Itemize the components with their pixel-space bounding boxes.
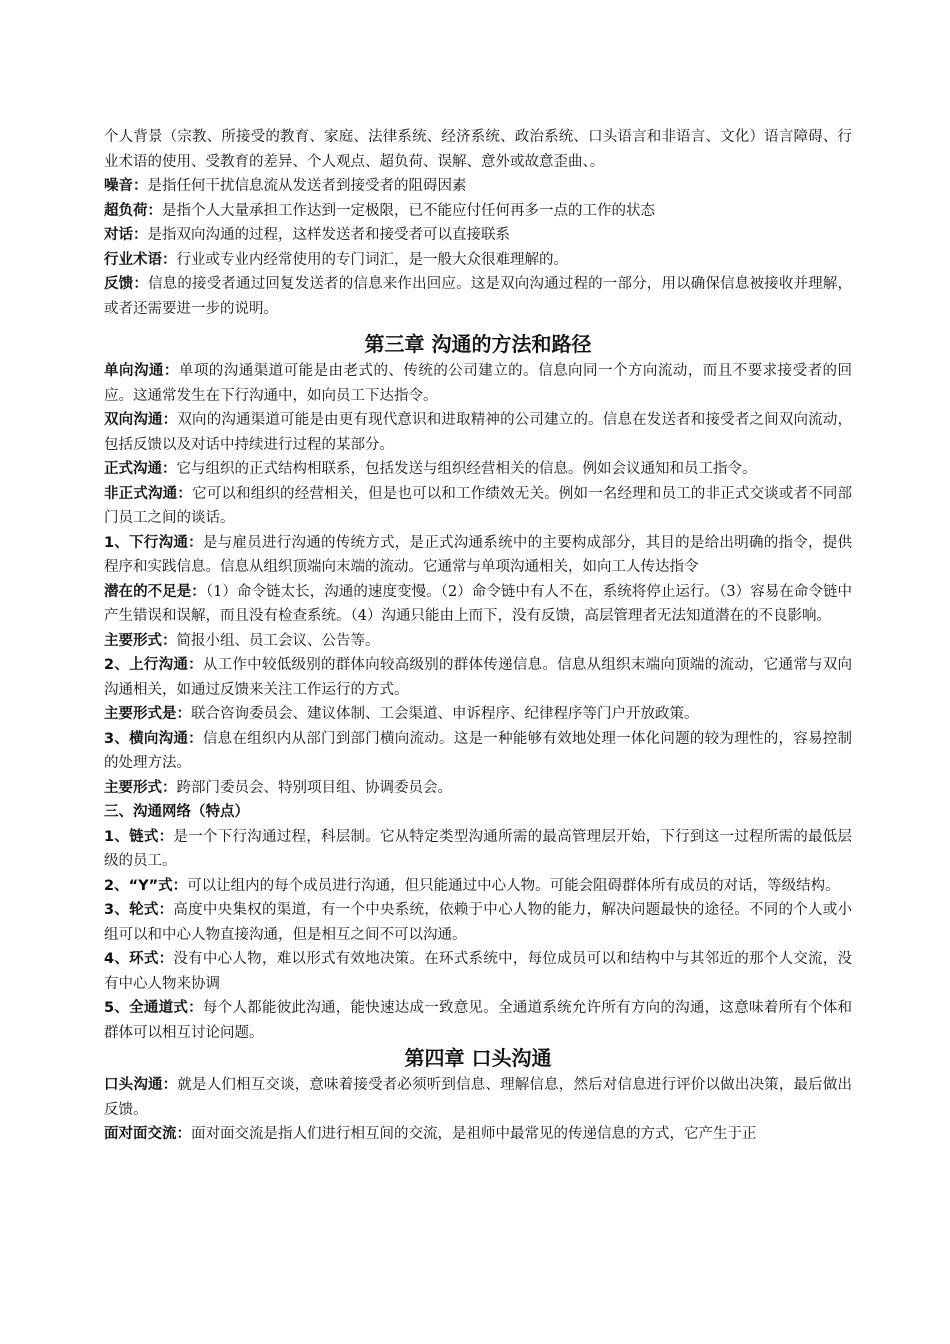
- paragraph: [104, 248, 852, 273]
- term-label: 正式沟通：: [104, 461, 177, 477]
- chapter-3-body: [104, 359, 852, 1045]
- term-label: 双向沟通：: [104, 412, 178, 428]
- term-label: 口头沟通：: [104, 1077, 178, 1093]
- term-label: 5、全通道式：: [104, 1000, 203, 1016]
- term-label: 主要形式：: [104, 779, 177, 796]
- paragraph-text: 没有中心人物，难以形式有效地决策。在环式系统中，每位成员可以和结构中与其邻近的那个人交流，没有中心人物来协调: [104, 951, 853, 992]
- paragraph-text: 从工作中较低级别的群体向较高级别的群体传递信息。信息从组织末端向顶端的流动，它通常与双向沟通相关，如通过反馈来关注工作运行的方式。: [104, 657, 853, 698]
- paragraph-text: 是指个人大量承担工作达到一定极限，已不能应付任何再多一点的工作的状态: [162, 202, 655, 219]
- paragraph-text: 双向的沟通渠道可能是由更有现代意识和进取精神的公司建立的。信息在发送者和接受者之间双向流动，包括反馈以及对话中持续进行过程的某部分。: [104, 412, 853, 453]
- term-label: 行业术语：: [104, 251, 177, 268]
- paragraph-text: 单项的沟通渠道可能是由老式的、传统的公司建立的。信息向同一个方向流动，而且不要求接受者的回应。这通常发生在下行沟通中，如向员工下达指令。: [104, 363, 853, 404]
- paragraph-text: 简报小组、员工会议、公告等。: [176, 632, 380, 649]
- paragraph-text: 面对面交流是指人们进行相互间的交流，是祖师中最常见的传递信息的方式，它产生于正: [191, 1126, 757, 1142]
- paragraph: [104, 825, 852, 874]
- paragraph-text: 它可以和组织的经营相关，但是也可以和工作绩效无关。例如一名经理和员工的非正式交谈或者不同部门员工之间的谈话。: [104, 485, 853, 526]
- paragraph-text: 跨部门委员会、特别项目组、协调委员会。: [176, 779, 452, 796]
- term-label: 主要形式是：: [104, 706, 191, 722]
- term-label: 三、沟通网络（特点）: [104, 804, 249, 820]
- paragraph: [104, 174, 852, 199]
- chapter-4-title: 第四章 口头沟通: [404, 1046, 552, 1070]
- term-label: 超负荷：: [104, 202, 162, 219]
- paragraph-text: 高度中央集权的渠道，有一个中央系统，依赖于中心人物的能力，解决问题最快的途径。不同的个人或小组可以和中心人物直接沟通，但是相互之间不可以沟通。: [104, 902, 853, 943]
- paragraph-text: 就是人们相互交谈，意味着接受者必须听到信息、理解信息，然后对信息进行评价以做出决策，最后做出反馈。: [104, 1077, 853, 1118]
- paragraph: [104, 800, 852, 825]
- paragraph-text: 可以让组内的每个成员进行沟通，但只能通过中心人物。可能会阻碍群体所有成员的对话，等级结构。: [187, 877, 840, 894]
- term-label: 1、下行沟通：: [104, 534, 203, 551]
- paragraph: [104, 947, 852, 996]
- term-label: 主要形式：: [104, 632, 177, 649]
- paragraph-text: 行业或专业内经常使用的专门词汇，是一般大众很难理解的。: [176, 251, 568, 268]
- paragraph-text: 每个人都能彼此沟通，能快速达成一致意见。全通道系统允许所有方向的沟通，这意味着所有个体和群体可以相互讨论问题。: [104, 1000, 853, 1041]
- chapter-4-body: [104, 1073, 852, 1147]
- paragraph: [104, 272, 852, 321]
- term-label: 非正式沟通：: [104, 485, 193, 502]
- paragraph: [104, 199, 852, 224]
- paragraph: [104, 1122, 852, 1147]
- paragraph: [104, 653, 852, 702]
- term-label: 4、环式：: [104, 951, 174, 967]
- paragraph: [104, 727, 852, 776]
- paragraph-text: 是指双向沟通的过程，这样发送者和接受者可以直接联系: [147, 227, 510, 243]
- paragraph-text: 是一个下行沟通过程，科层制。它从特定类型沟通所需的最高管理层开始，下行到这一过程所需的最低层级的员工。: [104, 828, 853, 869]
- paragraph: [104, 580, 852, 629]
- paragraph-text: （1）命令链太长，沟通的速度变慢。（2）命令链中有人不在，系统将停止运行。（3）容易在命令链中产生错误和误解，而且没有检查系统。（4）沟通只能由上而下，没有反馈，高层管理者无法知道潜在的不良影响。: [104, 583, 852, 624]
- glossary-section: [104, 125, 852, 321]
- document-page: [104, 125, 852, 1147]
- paragraph: [104, 996, 852, 1045]
- term-label: 2、“Y”式：: [104, 877, 188, 894]
- paragraph-text: 是与雇员进行沟通的传统方式，是正式沟通系统中的主要构成部分，其目的是给出明确的指令，提供程序和实践信息。信息从组织顶端向末端的流动。它通常与单项沟通相关，如向工人传达指令: [104, 534, 853, 575]
- paragraph-text: 个人背景（宗教、所接受的教育、家庭、法律系统、经济系统、政治系统、口头语言和非语言、文化）语言障碍、行业术语的使用、受教育的差异、个人观点、超负荷、误解、意外或故意歪曲、。: [104, 129, 852, 170]
- term-label: 单向沟通：: [104, 363, 179, 379]
- paragraph-text: 信息在组织内从部门到部门横向流动。这是一种能够有效地处理一体化问题的较为理性的，容易控制的处理方法。: [104, 730, 853, 771]
- paragraph: [104, 125, 852, 174]
- paragraph: [104, 531, 852, 580]
- paragraph: [104, 408, 852, 457]
- paragraph-text: 它与组织的正式结构相联系，包括发送与组织经营相关的信息。例如会议通知和员工指令。: [176, 461, 757, 477]
- term-label: 3、横向沟通：: [104, 730, 203, 747]
- paragraph: [104, 874, 852, 899]
- term-label: 2、上行沟通：: [104, 657, 203, 673]
- paragraph: [104, 482, 852, 531]
- paragraph: [104, 776, 852, 801]
- paragraph: [104, 1073, 852, 1122]
- paragraph: [104, 629, 852, 654]
- paragraph: [104, 223, 852, 248]
- term-label: 3、轮式：: [104, 902, 174, 918]
- paragraph: [104, 702, 852, 727]
- paragraph-text: 信息的接受者通过回复发送者的信息来作出回应。这是双向沟通过程的一部分，用以确保信息被接收并理解，或者还需要进一步的说明。: [104, 276, 853, 317]
- chapter-3-title: 第三章 沟通的方法和路径: [364, 332, 592, 356]
- term-label: 1、链式：: [104, 828, 174, 845]
- paragraph: [104, 898, 852, 947]
- paragraph-text: 是指任何干扰信息流从发送者到接受者的阻碍因素: [147, 178, 467, 194]
- term-label: 潜在的不足是：: [104, 583, 206, 600]
- term-label: 面对面交流：: [104, 1126, 191, 1142]
- term-label: 噪音：: [104, 178, 148, 194]
- paragraph: [104, 457, 852, 482]
- term-label: 反馈：: [104, 276, 149, 292]
- paragraph: [104, 359, 852, 408]
- paragraph-text: 联合咨询委员会、建议体制、工会渠道、申诉程序、纪律程序等门户开放政策。: [191, 706, 699, 722]
- term-label: 对话：: [104, 227, 148, 243]
